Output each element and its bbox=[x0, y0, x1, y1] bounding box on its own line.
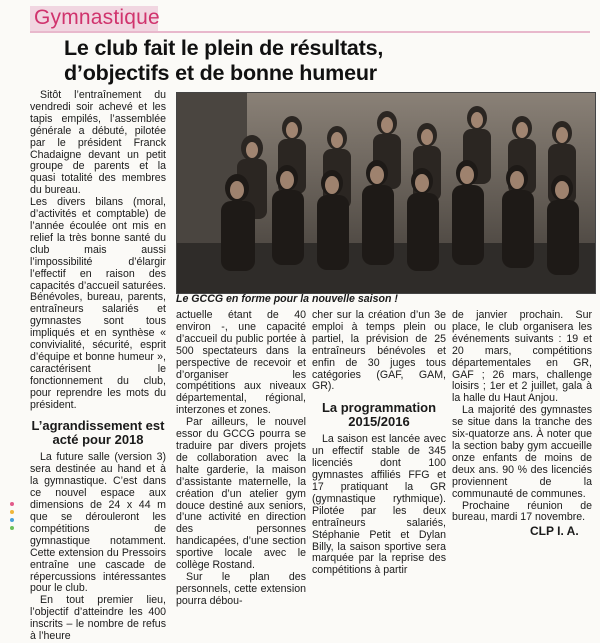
margin-color-marks bbox=[10, 502, 16, 534]
paragraph-emploi: cher sur la création d’un 3e emploi à temps plein ou partiel, la prévision de 25 entraîneurs bénévoles et enfin de 30 juges tous catégories (GAF, GAM, GR). bbox=[312, 309, 446, 393]
headline-line-2: d’objectifs et de bonne humeur bbox=[64, 61, 377, 85]
paragraph-personnels: Sur le plan des personnels, cette extension pourra débou- bbox=[176, 570, 306, 607]
photo-caption: Le GCCG en forme pour la nouvelle saison ! bbox=[176, 293, 398, 305]
headline-line-1: Le club fait le plein de résultats, bbox=[64, 36, 384, 60]
section-rubric-label: Gymnastique bbox=[34, 6, 160, 29]
paragraph-gymnastes: La majorité des gymnastes se situe dans la tranche des six-quatorze ans. À noter que la section baby gym accueille onze enfants de moins de deux ans. 90 % des licenciés proviennent de la communauté de communes. bbox=[452, 404, 592, 500]
subheading-agrandissement: L’agrandissement est acté pour 2018 bbox=[31, 418, 165, 447]
paragraph-capacite: actuelle étant de 40 environ -, une capacité d’accueil du public portée à 500 spectateurs dans la perspective de recevoir et d’organiser les compétitions aux niveaux départemental, régional, interzones et zones. bbox=[176, 309, 306, 417]
article-column-3 bbox=[312, 310, 446, 577]
team-photo bbox=[176, 92, 596, 294]
section-rubric bbox=[30, 6, 158, 31]
article-headline bbox=[64, 36, 564, 86]
article-column-1 bbox=[30, 90, 166, 643]
paragraph-saison: La saison est lancée avec un effectif stable de 345 licenciés dont 100 gymnastes affiliés FFG et 17 pratiquant la GR (gymnastique rythmique). Pilotée par les deux entraîneurs salariés, Stéphanie Petit et Dylan Billy, la saison sportive sera marquée par la reprise des compétitions à partir bbox=[312, 433, 446, 577]
paragraph-projets: Par ailleurs, le nouvel essor du GCCG pourra se traduire par divers projets de collaboration avec la halte garderie, la maison d’assistante maternelle, la création d’un atelier gym douce destiné aux seniors, d’une activité en direction des personnes handicapées, d’une section sportive locale avec le collège Rostand. bbox=[176, 416, 306, 572]
paragraph-evenements: de janvier prochain. Sur place, le club organisera les événements suivants : 19 et 20 mars, compétitions départementales en GR, GAF ; 26 mars, challenge loisirs ; 1er et 2 juillet, gala à la halle du Haut Anjou. bbox=[452, 309, 592, 405]
paragraph-intro: Sitôt l’entraînement du vendredi soir achevé et les tapis empilés, l’assemblée générale a débuté, pilotée par le président Franck Chadaigne devant un petit groupe de parents et la quasi totalité des membres du bureau. bbox=[30, 89, 166, 197]
author-signature: CLP I. A. bbox=[530, 524, 579, 538]
rubric-divider bbox=[30, 31, 590, 33]
subheading-programmation: La programmation 2015/2016 bbox=[321, 400, 437, 429]
paragraph-objectif: En tout premier lieu, l’objectif d’atteindre les 400 inscrits – le nombre de refus à l’heure bbox=[30, 594, 166, 643]
article-column-2 bbox=[176, 310, 306, 608]
article-column-4 bbox=[452, 310, 592, 524]
paragraph-bilans: Les divers bilans (moral, d’activités et comptable) de l’année écoulée ont mis en relief la très bonne santé du club mais aussi l’impossibilité d’élargir l’effectif en raison des capacités d’accueil saturées. Bénévoles, bureau, parents, entraîneurs salariés et gymnastes sont tous impliqués et en synthèse « convivialité, sécurité, esprit d’équipe et bonne humeur », caractérisent le fonctionnement du club, pour reprendre les mots du président. bbox=[30, 196, 166, 411]
paragraph-future-salle: La future salle (version 3) sera destinée au hand et à la gymnastique. C’est dans ce nouvel espace aux dimensions de 24 x 44 m que se dérouleront les compétitions de gymnastique notamment. Cette extension du Pressoirs entraîne une cascade de répercussions intéressantes pour le club. bbox=[30, 451, 166, 595]
paragraph-reunion: Prochaine réunion de bureau, mardi 17 novembre. bbox=[452, 499, 592, 524]
